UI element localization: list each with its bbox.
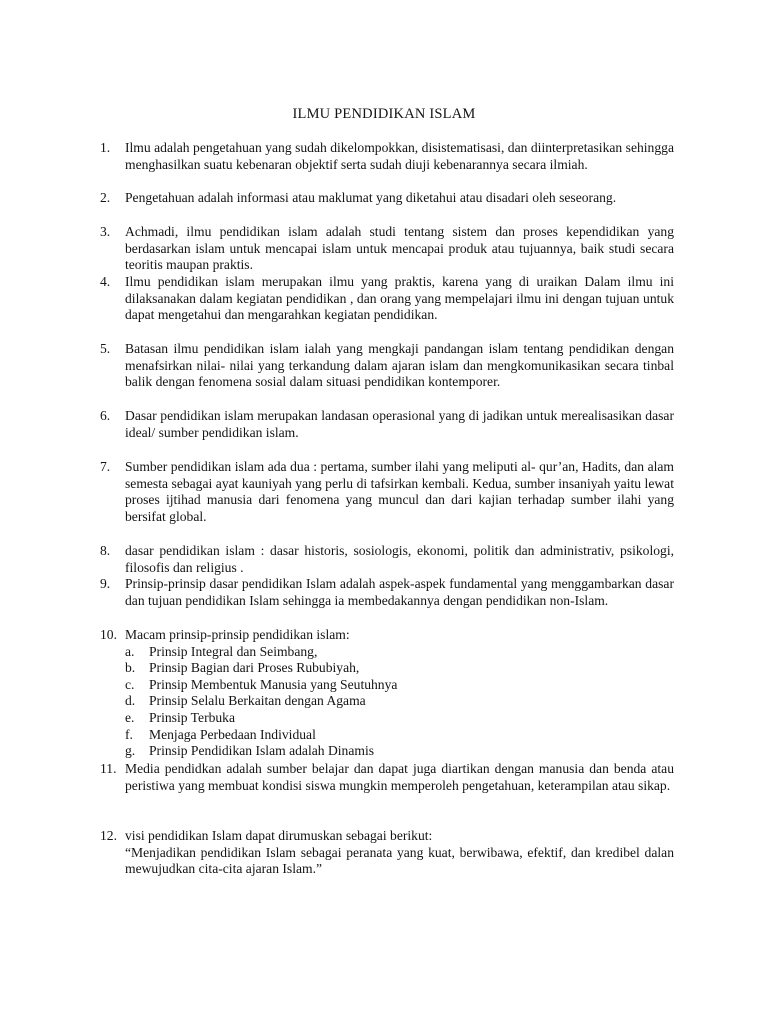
item-number: 5.	[100, 341, 111, 356]
item-number: 4.	[100, 274, 111, 289]
sub-list-item-g	[125, 743, 674, 760]
item-text: Pengetahuan adalah informasi atau maklumat yang diketahui atau disadari oleh seseorang.	[125, 190, 617, 205]
item-number: 8.	[100, 543, 111, 558]
item-text: visi pendidikan Islam dapat dirumuskan sebagai berikut:	[125, 828, 433, 843]
list-item-4	[100, 274, 674, 324]
item-number: 1.	[100, 140, 111, 155]
sub-list-item-e	[125, 710, 674, 727]
item-text: Batasan ilmu pendidikan islam ialah yang mengkaji pandangan islam tentang pendidikan dengan menafsirkan nilai- nilai yang terkandung dalam ajaran islam dan mengkomunikasikan secara tinbal balik dengan fenomena sosial dalam situasi pendidikan kontemporer.	[125, 341, 674, 390]
sub-list-item-d	[125, 693, 674, 710]
sub-item-text: Prinsip Bagian dari Proses Rububiyah,	[149, 660, 360, 676]
item-number: 11.	[100, 761, 117, 776]
sub-item-letter: d.	[125, 693, 136, 709]
sub-item-text: Prinsip Integral dan Seimbang,	[149, 643, 318, 659]
list-item-3	[100, 224, 674, 274]
document-title: ILMU PENDIDIKAN ISLAM	[292, 106, 476, 122]
item-text: dasar pendidikan islam : dasar historis, sosiologis, ekonomi, politik dan administrativ, psikologi, filosofis dan religius .	[125, 543, 674, 575]
list-item-6	[100, 408, 674, 441]
item-number: 7.	[100, 459, 111, 474]
sub-item-text: Prinsip Selalu Berkaitan dengan Agama	[149, 693, 366, 709]
sub-item-letter: a.	[125, 643, 135, 659]
list-item-12	[100, 828, 674, 878]
sub-item-text: Prinsip Membentuk Manusia yang Seutuhnya	[149, 676, 398, 692]
item-number: 3.	[100, 224, 111, 239]
sub-list	[125, 644, 674, 760]
sub-item-letter: e.	[125, 709, 135, 725]
item-number: 10.	[100, 627, 117, 642]
item-number: 6.	[100, 408, 111, 423]
item-text: Ilmu pendidikan islam merupakan ilmu yang praktis, karena yang di uraikan Dalam ilmu ini dilaksanakan dalam kegiatan pendidikan , dan orang yang mempelajari ilmu ini dengan tujuan untuk dapat mengetahui dan mengarahkan kegiatan pendidikan.	[125, 274, 674, 323]
list-item-10	[100, 627, 674, 760]
sub-item-letter: f.	[125, 726, 133, 742]
sub-list-item-a	[125, 644, 674, 661]
item-text: Ilmu adalah pengetahuan yang sudah dikelompokkan, disistematisasi, dan diinterpretasikan sehingga menghasilkan suatu kebenaran objektif serta sudah diuji kebenarannya secara ilmiah.	[125, 140, 674, 172]
sub-item-letter: b.	[125, 660, 136, 676]
item-number: 2.	[100, 190, 111, 205]
item-text: Sumber pendidikan islam ada dua : pertama, sumber ilahi yang meliputi al- qur’an, Hadits, dan alam semesta sebagai ayat kauniyah yang perlu di tafsirkan kembali. Kedua, sumber insaniyah yaitu lewat proses ijtihad manusia dari fenomena yang muncul dan dari kajian terhadap sumber ilahi yang bersifat global.	[125, 459, 674, 524]
item-text: Media pendidkan adalah sumber belajar dan dapat juga diartikan dengan manusia dan benda atau peristiwa yang membuat kondisi siswa mungkin memperoleh pengetahuan, keterampilan atau sikap.	[125, 761, 674, 793]
list-item-8	[100, 543, 674, 576]
item-number: 9.	[100, 576, 111, 591]
sub-list-item-c	[125, 677, 674, 694]
vision-quote: “Menjadikan pendidikan Islam sebagai peranata yang kuat, berwibawa, efektif, dan kredibel dalan mewujudkan cita-cita ajaran Islam.”	[125, 844, 674, 877]
item-text: Achmadi, ilmu pendidikan islam adalah studi tentang sistem dan proses kependidikan yang berdasarkan islam untuk mencapai islam untuk mencapai produk atau tujuannya, baik studi secara teoritis maupan praktis.	[125, 224, 674, 273]
list-item-1	[100, 140, 674, 173]
list-item-9	[100, 576, 674, 609]
sub-list-item-f	[125, 727, 674, 744]
sub-item-text: Menjaga Perbedaan Individual	[149, 726, 316, 742]
list-item-2	[100, 190, 674, 207]
list-item-5	[100, 341, 674, 391]
list-item-11	[100, 761, 674, 794]
item-text: Dasar pendidikan islam merupakan landasan operasional yang di jadikan untuk merealisasikan dasar ideal/ sumber pendidikan islam.	[125, 408, 674, 440]
sub-item-text: Prinsip Pendidikan Islam adalah Dinamis	[149, 743, 375, 759]
sub-item-letter: g.	[125, 743, 136, 759]
list-item-7	[100, 459, 674, 525]
sub-item-letter: c.	[125, 676, 135, 692]
sub-item-text: Prinsip Terbuka	[149, 709, 236, 725]
item-number: 12.	[100, 828, 117, 843]
item-text: Prinsip-prinsip dasar pendidikan Islam adalah aspek-aspek fundamental yang menggambarkan dasar dan tujuan pendidikan Islam sehingga ia membedakannya dengan pendidikan non-Islam.	[125, 576, 674, 608]
item-text: Macam prinsip-prinsip pendidikan islam:	[125, 627, 350, 642]
sub-list-item-b	[125, 660, 674, 677]
